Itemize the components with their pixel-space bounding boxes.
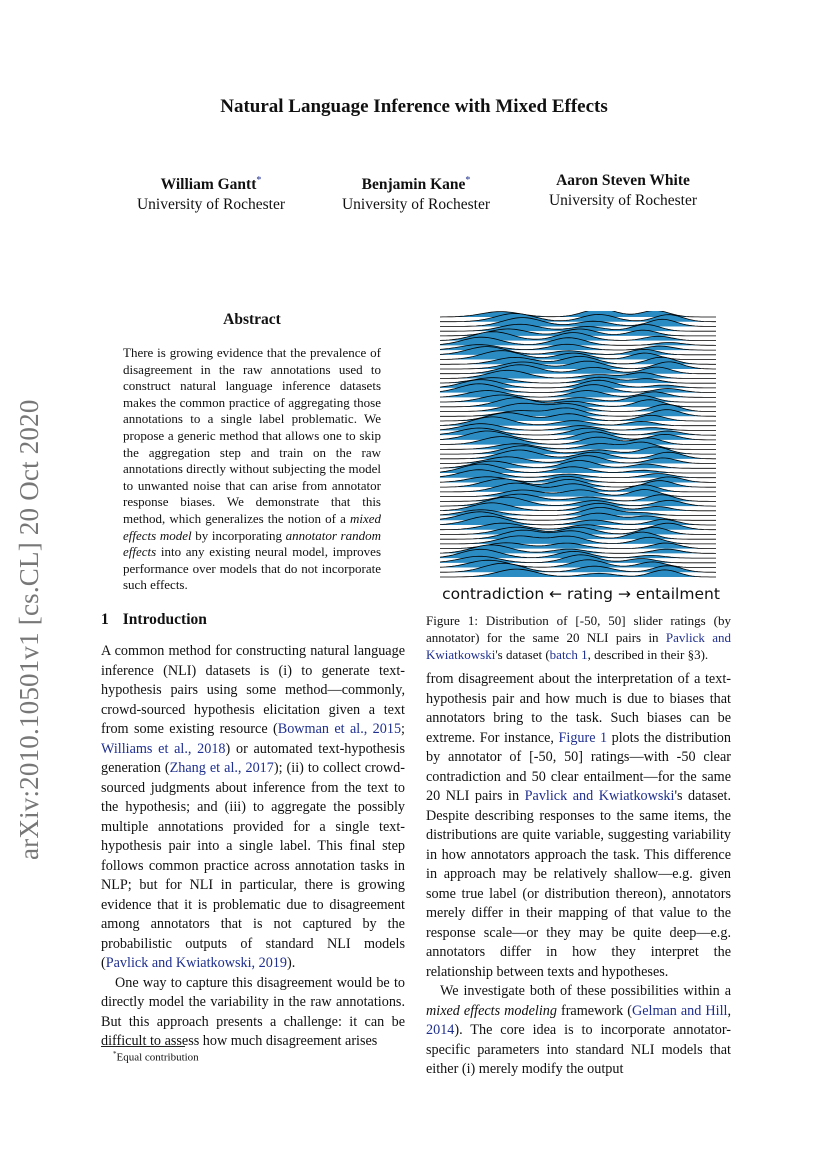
author-affiliation: University of Rochester [548, 192, 698, 209]
figure-axis-label: contradiction ← rating → entailment [442, 585, 720, 603]
citation-link[interactable]: 2014 [426, 1022, 455, 1038]
intro-paragraph-1: A common method for constructing natural language inference (NLI) datasets is (i) to generate text-hypothesis pairs using some method—commonly, crowd-sourced hypothesis elicitation given a text from some existing resource (Bowman et al., 2015; Williams et al., 2018) or automated text-hypothesis generation (Zhang et al., 2017); (ii) to collect crowd-sourced judgments about inference from the text to the hypothesis; and (iii) to aggregate the possibly multiple annotations provided for a single text-hypothesis pair into a single label. This final step follows common practice across annotation tasks in NLP; but for NLI in particular, there is growing evidence that it is problematic due to disagreement among annotators that is not captured by the probabilistic outputs of standard NLI models (Pavlick and Kwiatkowski, 2019). [101, 643, 405, 971]
footnote-divider [101, 1046, 185, 1047]
author-block-3 [523, 171, 723, 211]
equal-contribution-mark[interactable]: * [465, 175, 471, 186]
left-column-text [101, 642, 405, 1052]
citation-link[interactable]: Zhang et al., 2017 [169, 760, 274, 776]
right-column-text [426, 670, 731, 1080]
footnote: *Equal contribution [113, 1050, 199, 1064]
body-paragraph-1: from disagreement about the interpretation of a text-hypothesis pair and how much is due to biases that annotators bring to the task. Such biases can be extreme. For instance, Figure 1 plots the distribution by annotator of [-50, 50] ratings—with -50 clear contradiction and 50 clear entailment—for the same 20 NLI pairs in Pavlick and Kwiatkowski's dataset. Despite describing responses to the same items, the distributions are quite variable, suggesting variability in how annotators approach the task. This difference in approach may be relatively shallow—e.g. given some true label (or distribution thereon), annotators merely differ in their mapping of that value to the response scale—or they may be quite deep—e.g. annotators differ in how they interpret the relationship between texts and hypotheses. [426, 671, 731, 980]
paper-title: Natural Language Inference with Mixed Effects [220, 96, 608, 117]
citation-link[interactable]: Bowman et al., 2015 [277, 721, 402, 737]
author-affiliation: University of Rochester [341, 196, 491, 214]
citation-link[interactable]: Pavlick and Kwiatkowski, 2019 [105, 955, 287, 971]
figure-reference-link[interactable]: Figure 1 [558, 729, 608, 746]
arxiv-identifier-stamp [0, 0, 60, 1171]
author-name: William Gantt [160, 176, 257, 194]
figure-1-ridgeline-plot [440, 311, 716, 586]
batch-link[interactable]: batch 1 [549, 647, 588, 662]
abstract-heading: Abstract [223, 311, 281, 328]
section-heading-introduction: 1 Introduction [101, 611, 207, 628]
citation-link[interactable]: Pavlick and Kwiatkowski [426, 630, 732, 662]
figure-1-caption: Figure 1: Distribution of [-50, 50] slider ratings (by annotator) for the same 20 NLI pairs in Pavlick and Kwiatkowski's dataset (batch 1, described in their §3). [426, 613, 732, 662]
author-name: Aaron Steven White [556, 172, 690, 189]
arxiv-id-text: arXiv:2010.10501v1 [cs.CL] 20 Oct 2020 [14, 399, 44, 860]
author-block-1 [111, 171, 311, 215]
author-affiliation: University of Rochester [136, 196, 286, 214]
body-paragraph-2: We investigate both of these possibilities within a mixed effects modeling framework (Gelman and Hill, 2014). The core idea is to incorporate annotator-specific parameters into standard NLI models that either (i) merely modify the output [426, 983, 731, 1077]
author-name: Benjamin Kane [361, 176, 466, 194]
citation-link[interactable]: Gelman and Hill [631, 1002, 728, 1019]
abstract-body: There is growing evidence that the prevalence of disagreement in the raw annotations used to construct natural language inference datasets makes the common practice of aggregating those annotations to a single label problematic. We propose a generic method that allows one to skip the aggregation step and train on the raw annotations directly without subjecting the model to unwanted noise that can arise from annotator response biases. We demonstrate that this method, which generalizes the notion of a mixed effects model by incorporating annotator random effects into any existing neural model, improves performance over models that do not incorporate such effects. [123, 345, 381, 593]
intro-paragraph-2: One way to capture this disagreement would be to directly model the variability in the raw annotations. But this approach presents a challenge: it can be difficult to assess how much disagreement arises [101, 974, 405, 1049]
citation-link[interactable]: Pavlick and Kwiatkowski [524, 788, 675, 804]
equal-contribution-mark[interactable]: * [256, 175, 262, 186]
citation-link[interactable]: Williams et al., 2018 [101, 740, 226, 757]
author-block-2 [316, 171, 516, 215]
